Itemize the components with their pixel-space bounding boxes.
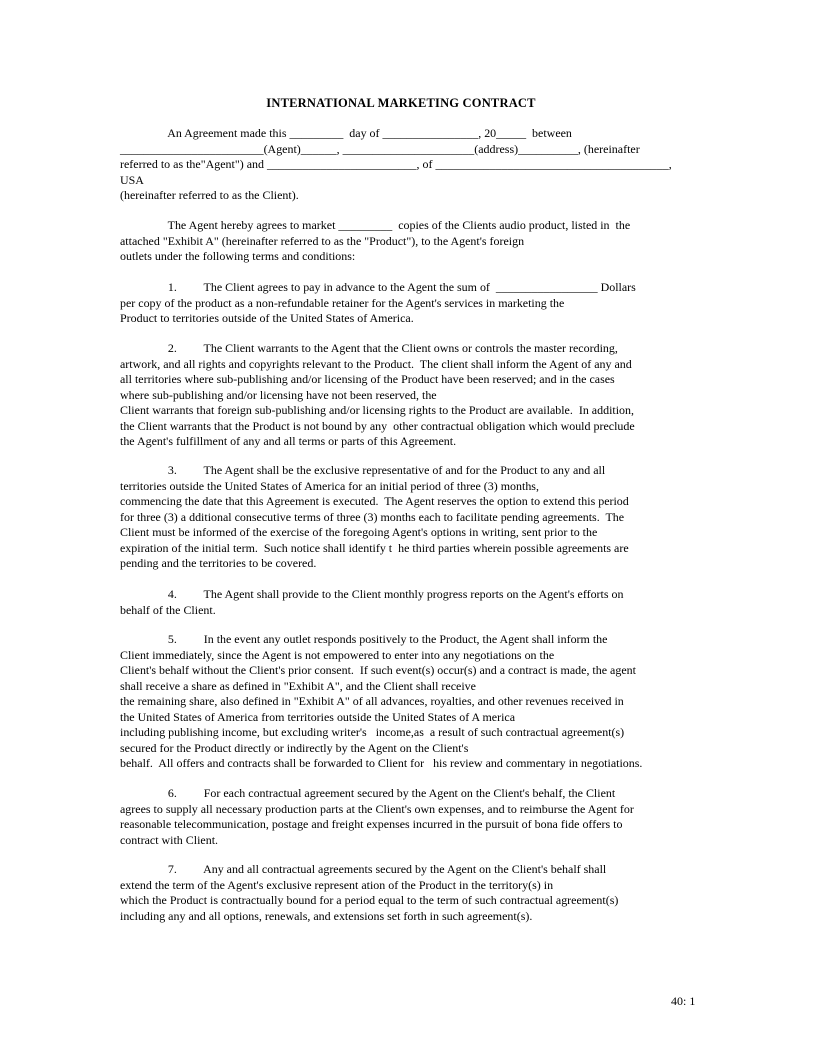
intro-line: (hereinafter referred to as the Client).: [120, 188, 299, 202]
preamble-line: outlets under the following terms and conditions:: [120, 249, 356, 263]
clause-line: Product to territories outside of the United States of America.: [120, 311, 414, 325]
intro-paragraph: [120, 126, 700, 204]
clause-line: territories outside the United States of America for an initial period of three (3) months,: [120, 478, 539, 493]
intro-line: ________________________(Agent)______, ______________________(address)__________, (hereinafter: [120, 141, 640, 156]
clause-line: the United States of America from territories outside the United States of A merica: [120, 709, 516, 724]
clause-line: expiration of the initial term. Such notice shall identify t he third parties wherein possible agreements are: [120, 540, 629, 555]
preamble-line: attached "Exhibit A" (hereinafter referred to as the "Product"), to the Agent's foreign: [120, 233, 525, 248]
clause-line: behalf. All offers and contracts shall be forwarded to Client for his review and commentary in negotiations.: [120, 756, 643, 770]
clause-line: all territories where sub-publishing and/or licensing of the Product have been reserved; and in the cases: [120, 372, 615, 386]
clause-1: [120, 280, 700, 327]
clause-line: 4. The Agent shall provide to the Client monthly progress reports on the Agent's efforts on: [120, 587, 624, 601]
clause-line: reasonable telecommunication, postage and freight expenses incurred in the pursuit of bona fide offers to: [120, 817, 623, 831]
preamble-line: The Agent hereby agrees to market _________ copies of the Clients audio product, listed in the: [120, 218, 631, 232]
clause-2: [120, 341, 700, 450]
clause-line: 6. For each contractual agreement secured by the Agent on the Client's behalf, the Client: [120, 786, 616, 800]
clause-5: [120, 632, 700, 772]
clause-line: commencing the date that this Agreement is executed. The Agent reserves the option to extend this period: [120, 494, 629, 508]
intro-line: An Agreement made this _________ day of ________________, 20_____ between: [120, 126, 572, 140]
clause-line: secured for the Product directly or indirectly by the Agent on the Client's: [120, 740, 469, 755]
clause-line: Client must be informed of the exercise of the foregoing Agent's options in writing, sent prior to the: [120, 525, 598, 539]
clause-line: Client immediately, since the Agent is not empowered to enter into any negotiations on the: [120, 647, 555, 662]
clause-line: Client's behalf without the Client's prior consent. If such event(s) occur(s) and a contract is made, the agent: [120, 663, 636, 677]
clause-line: 7. Any and all contractual agreements secured by the Agent on the Client's behalf shall: [120, 862, 607, 876]
contract-title: INTERNATIONAL MARKETING CONTRACT: [266, 96, 536, 110]
clause-4: [120, 587, 700, 618]
clause-line: contract with Client.: [120, 832, 219, 847]
clause-line: 2. The Client warrants to the Agent that the Client owns or controls the master recording,: [120, 341, 618, 355]
clause-line: the Client warrants that the Product is not bound by any other contractual obligation which would preclude: [120, 418, 635, 433]
clause-line: for three (3) a dditional consecutive terms of three (3) months each to facilitate pending agreements. The: [120, 509, 625, 524]
clause-line: including publishing income, but excluding writer's income,as a result of such contractual agreement(s): [120, 725, 625, 739]
clause-line: the Agent's fulfillment of any and all terms or parts of this Agreement.: [120, 434, 457, 448]
page-number: 40: 1: [671, 994, 696, 1008]
intro-line: referred to as the"Agent") and _________________________, of _______________________________________,: [120, 157, 672, 171]
clause-line: which the Product is contractually bound for a period equal to the term of such contractual agreement(s): [120, 893, 619, 907]
clause-line: 1. The Client agrees to pay in advance to the Agent the sum of _________________ Dollars: [120, 280, 636, 294]
clause-3: [120, 463, 700, 572]
clause-line: shall receive a share as defined in "Exhibit A", and the Client shall receive: [120, 678, 476, 693]
clause-7: [120, 862, 700, 924]
preamble-paragraph: [120, 218, 700, 265]
clause-line: where sub-publishing and/or licensing have not been reserved, the: [120, 387, 437, 402]
clause-line: including any and all options, renewals, and extensions set forth in such agreement(s).: [120, 908, 533, 923]
clause-line: behalf of the Client.: [120, 602, 216, 617]
clause-line: 3. The Agent shall be the exclusive representative of and for the Product to any and all: [120, 463, 606, 477]
clause-line: per copy of the product as a non-refundable retainer for the Agent's services in marketing the: [120, 295, 565, 310]
clause-line: artwork, and all rights and copyrights relevant to the Product. The client shall inform the Agent of any and: [120, 356, 632, 371]
clause-line: Client warrants that foreign sub-publishing and/or licensing rights to the Product are available. In addition,: [120, 403, 635, 417]
intro-line: USA: [120, 172, 144, 187]
clause-line: 5. In the event any outlet responds positively to the Product, the Agent shall inform the: [120, 632, 608, 646]
clause-6: [120, 786, 700, 848]
clause-line: agrees to supply all necessary production parts at the Client's own expenses, and to reimburse the Agent for: [120, 801, 634, 816]
clause-line: extend the term of the Agent's exclusive represent ation of the Product in the territory(s) in: [120, 877, 554, 892]
clause-line: pending and the territories to be covered.: [120, 556, 317, 570]
clause-line: the remaining share, also defined in "Exhibit A" of all advances, royalties, and other revenues received in: [120, 694, 624, 708]
